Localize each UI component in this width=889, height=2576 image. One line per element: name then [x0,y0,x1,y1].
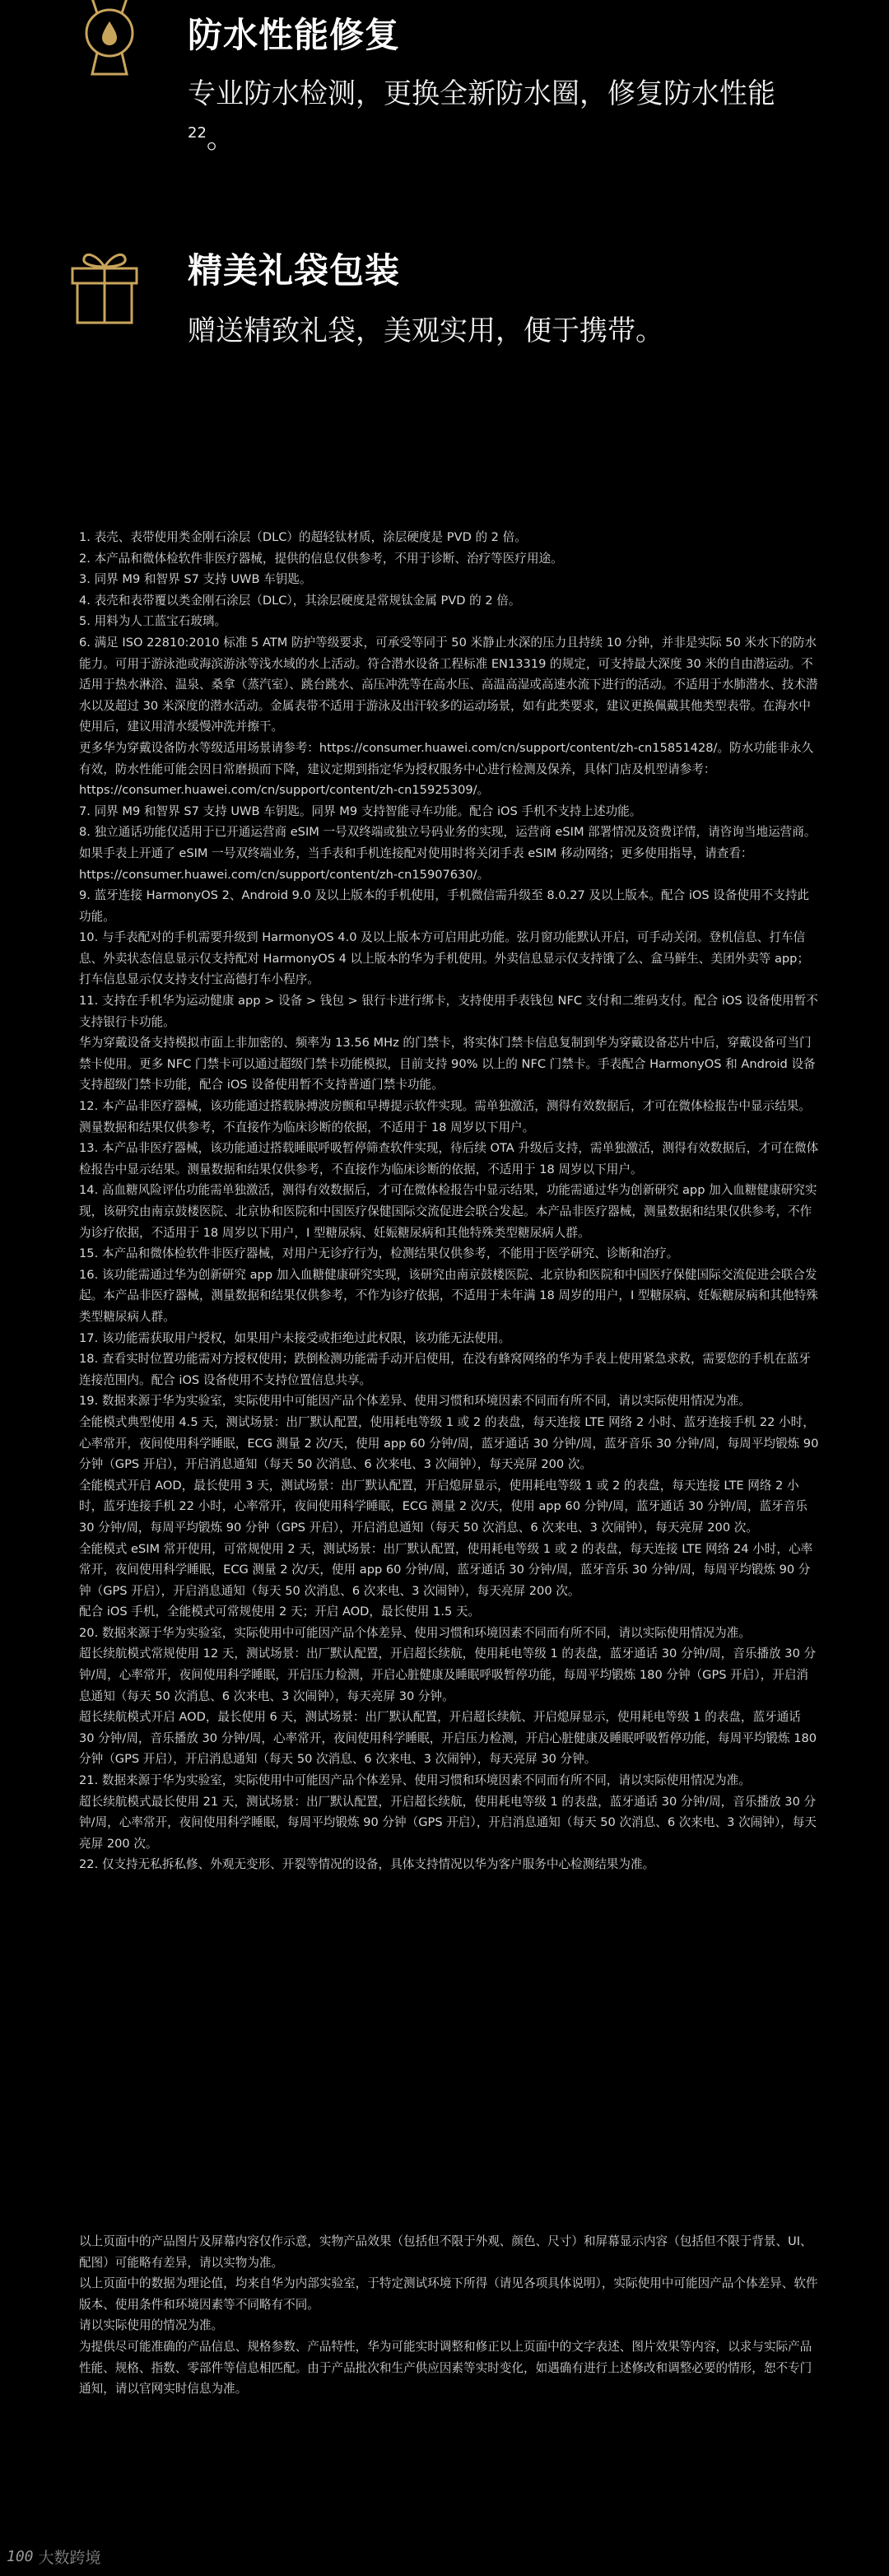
disclaimer-paragraph: 为提供尽可能准确的产品信息、规格参数、产品特性，华为可能实时调整和修正以上页面中的文字表述、图片效果等内容，以求与实际产品性能、规格、指数、零部件等信息相匹配。由于产品批次和生产供应因素等实时变化，如遇确有进行上述修改和调整必要的情形，恕不专门通知，请以官网实时信息为准。 [79,2339,812,2397]
gift-box-icon [67,239,142,333]
feature-description: 专业防水检测，更换全新防水圈，修复防水性能$^{22}$。 [188,77,775,156]
feature-waterproof [0,0,889,189]
watermark-brand: 大数跨境 [38,2548,101,2567]
disclaimer-paragraph: 请以实际使用的情况为准。 [79,2318,224,2333]
footnote-item: 12. 本产品非医疗器械，该功能通过搭载脉搏波房颤和早搏提示软件实现。需单独激活，测得有效数据后，才可在微体检报告中显示结果。测量数据和结果仅供参考，不直接作为临床诊断的依据，不适用于 18 周岁以下用户。 [79,1099,811,1134]
footnote-ref[interactable]: 22 [188,124,207,142]
footnote-item: 7. 同界 M9 和智界 S7 支持 UWB 车钥匙。同界 M9 支持智能寻车功能。配合 iOS 手机不支持上述功能。 [79,804,642,818]
footnote-item: 超长续航模式常规使用 12 天，测试场景：出厂默认配置，开启超长续航，使用耗电等级 1 的表盘，蓝牙通话 30 分钟/周，音乐播放 30 分钟/周，心率常开，夜间使用科学睡眠，开启压力检测，开启心脏健康及睡眠呼吸暂停功能，每周平均锻炼 180 分钟（GPS 开启），开启消息通知（每天 50 次消息、6 次来电、3 次闹钟），每天亮屏 30 分钟。 [79,1647,817,1703]
footnote-item: 18. 查看实时位置功能需对方授权使用；跌倒检测功能需手动开启使用，在没有蜂窝网络的华为手表上使用紧急求救，需要您的手机在蓝牙连接范围内。配合 iOS 设备使用不支持位置信息共享。 [79,1352,811,1387]
watch-water-drop-icon [64,0,155,86]
footnotes [79,527,820,1875]
footnote-item: 6. 满足 ISO 22810:2010 标准 5 ATM 防护等级要求，可承受等同于 50 米静止水深的压力且持续 10 分钟，并非是实际 50 米水下的防水能力。可用于游泳池或海滨游泳等浅水域的水上活动。符合潜水设备工程标准 EN13319 的规定，可支持最大深度 30 米的自由潜运动。不适用于热水淋浴、温泉、桑拿（蒸汽室）、跳台跳水、高压冲洗等在高水压、高温高湿或高速水流下进行的活动。不适用于水肺潜水、技术潜水以及超过 30 米深度的潜水活动。金属表带不适用于游泳及出汗较多的运动场景，如有此类要求，建议更换佩戴其他类型表带。在海水中使用后，建议用清水缓慢冲洗并擦干。 [79,635,818,734]
feature-title: 防水性能修复 [188,15,401,55]
feature-title: 精美礼袋包装 [188,250,401,291]
feature-description: 赠送精致礼袋，美观实用，便于携带。 [188,314,663,347]
footnote-item: 超长续航模式最长使用 21 天，测试场景：出厂默认配置，开启超长续航，使用耗电等级 1 的表盘，蓝牙通话 30 分钟/周，音乐播放 30 分钟/周，心率常开，夜间使用科学睡眠，每周平均锻炼 90 分钟（GPS 开启），开启消息通知（每天 50 次消息、6 次来电、3 次闹钟），每天亮屏 200 次。 [79,1794,817,1851]
footnote-item: 11. 支持在手机华为运动健康 app > 设备 > 钱包 > 银行卡进行绑卡，支持使用手表钱包 NFC 支付和二维码支付。配合 iOS 设备使用暂不支持银行卡功能。 [79,994,818,1029]
footnote-item: 全能模式典型使用 4.5 天，测试场景：出厂默认配置，使用耗电等级 1 或 2 的表盘，每天连接 LTE 网络 2 小时、蓝牙连接手机 22 小时，心率常开，夜间使用科学睡眠，ECG 测量 2 次/天，使用 app 60 分钟/周，蓝牙通话 30 分钟/周，蓝牙音乐 30 分钟/周，每周平均锻炼 90 分钟（GPS 开启），开启消息通知（每天 50 次消息、6 次来电、3 次闹钟），每天亮屏 200 次。 [79,1414,819,1472]
footnote-item: 19. 数据来源于华为实验室，实际使用中可能因产品个体差异、使用习惯和环境因素不同而有所不同，请以实际使用情况为准。 [79,1394,751,1409]
footnote-item: 华为穿戴设备支持模拟市面上非加密的、频率为 13.56 MHz 的门禁卡，将实体门禁卡信息复制到华为穿戴设备芯片中后，穿戴设备可当门禁卡使用。更多 NFC 门禁卡可以通过超级门禁卡功能模拟，目前支持 90% 以上的 NFC 门禁卡。手表配合 HarmonyOS 和 Android 设备支持超级门禁卡功能，配合 iOS 设备使用暂不支持普通门禁卡功能。 [79,1036,816,1092]
footnote-item: 配合 iOS 手机，全能模式可常规使用 2 天；开启 AOD，最长使用 1.5 天。 [79,1605,481,1619]
watermark [7,2541,101,2571]
footnote-item: 2. 本产品和微体检软件非医疗器械，提供的信息仅供参考，不用于诊断、治疗等医疗用途。 [79,551,563,566]
footnote-item: 4. 表壳和表带覆以类金刚石涂层（DLC），其涂层硬度是常规钛金属 PVD 的 2 倍。 [79,593,521,608]
footnote-item: 20. 数据来源于华为实验室，实际使用中可能因产品个体差异、使用习惯和环境因素不同而有所不同，请以实际使用情况为准。 [79,1625,751,1640]
footnote-item: 全能模式 eSIM 常开使用，可常规使用 2 天，测试场景：出厂默认配置，使用耗电等级 1 或 2 的表盘，每天连接 LTE 网络 24 小时，心率常开，夜间使用科学睡眠，ECG 测量 2 次/天，使用 app 60 分钟/周，蓝牙通话 30 分钟/周，蓝牙音乐 30 分钟/周，每周平均锻炼 90 分钟（GPS 开启），开启消息通知（每天 50 次消息、6 次来电、3 次闹钟），每天亮屏 200 次。 [79,1541,813,1598]
footnote-item: 21. 数据来源于华为实验室，实际使用中可能因产品个体差异、使用习惯和环境因素不同而有所不同，请以实际使用情况为准。 [79,1773,751,1788]
feature-gift-bag [0,222,889,387]
disclaimer [79,2231,820,2400]
footnote-item: 16. 该功能需通过华为创新研究 app 加入血糖健康研究实现，该研究由南京鼓楼医院、北京协和医院和中国医疗保健国际交流促进会联合发起。本产品非医疗器械，测量数据和结果仅供参考，不作为诊疗依据，不适用于未年满 18 周岁的用户，I 型糖尿病、妊娠糖尿病和其他特殊类型糖尿病人群。 [79,1267,818,1324]
footnote-item: 13. 本产品非医疗器械，该功能通过搭载睡眠呼吸暂停筛查软件实现，待后续 OTA 升级后支持，需单独激活，测得有效数据后，才可在微体检报告中显示结果。测量数据和结果仅供参考，不直接作为临床诊断的依据，不适用于 18 周岁以下用户。 [79,1141,819,1176]
footnote-item: 22. 仅支持无私拆私修、外观无变形、开裂等情况的设备，具体支持情况以华为客户服务中心检测结果为准。 [79,1857,655,1872]
footnote-item: 9. 蓝牙连接 HarmonyOS 2、Android 9.0 及以上版本的手机使用，手机微信需升级至 8.0.27 及以上版本。配合 iOS 设备使用不支持此功能。 [79,888,810,924]
footnote-item: 1. 表壳、表带使用类金刚石涂层（DLC）的超轻钛材质，涂层硬度是 PVD 的 2 倍。 [79,530,527,544]
watermark-logo: 100 [7,2547,34,2565]
footnote-item: 5. 用料为人工蓝宝石玻璃。 [79,614,227,629]
footnote-item: 14. 高血糖风险评估功能需单独激活，测得有效数据后，才可在微体检报告中显示结果，功能需通过华为创新研究 app 加入血糖健康研究实现，该研究由南京鼓楼医院、北京协和医院和中国医疗保健国际交流促进会联合发起。本产品非医疗器械，测量数据和结果仅供参考，不作为诊疗依据，不适用于 18 周岁以下用户，I 型糖尿病、妊娠糖尿病和其他特殊类型糖尿病人群。 [79,1183,817,1240]
disclaimer-paragraph: 以上页面中的数据为理论值，均来自华为内部实验室，于特定测试环境下所得（请见各项具体说明），实际使用中可能因产品个体差异、软件版本、使用条件和环境因素等不同略有不同。 [79,2276,818,2312]
disclaimer-paragraph: 以上页面中的产品图片及屏幕内容仅作示意，实物产品效果（包括但不限于外观、颜色、尺寸）和屏幕显示内容（包括但不限于背景、UI、配图）可能略有差异，请以实物为准。 [79,2234,812,2270]
footnote-item: 更多华为穿戴设备防水等级适用场景请参考：https://consumer.huawei.com/cn/support/content/zh-cn15851428/。防水功能非永久有效，防水性能可能会因日常磨损而下降，建议定期到指定华为授权服务中心进行检测及保养，具体门店及机型请参考：https://consumer.huawei.com/cn/support/content/zh-cn15925309/。 [79,740,814,798]
footnote-item: 3. 同界 M9 和智界 S7 支持 UWB 车钥匙。 [79,572,312,587]
footnote-item: 超长续航模式开启 AOD，最长使用 6 天，测试场景：出厂默认配置，开启超长续航、开启熄屏显示，使用耗电等级 1 的表盘，蓝牙通话 30 分钟/周，音乐播放 30 分钟/周，心率常开，夜间使用科学睡眠，开启压力检测，开启心脏健康及睡眠呼吸暂停功能，每周平均锻炼 180 分钟（GPS 开启），开启消息通知（每天 50 次消息、6 次来电、3 次闹钟），每天亮屏 30 分钟。 [79,1710,817,1767]
footnote-item: 15. 本产品和微体检软件非医疗器械，对用户无诊疗行为，检测结果仅供参考，不能用于医学研究、诊断和治疗。 [79,1246,679,1261]
footnote-item: 17. 该功能需获取用户授权，如果用户未接受或拒绝过此权限，该功能无法使用。 [79,1330,511,1345]
footnote-item: 10. 与手表配对的手机需要升级到 HarmonyOS 4.0 及以上版本方可启用此功能。弦月窗功能默认开启，可手动关闭。登机信息、打车信息、外卖状态信息显示仅支持配对 HarmonyOS 4 以上版本的华为手机使用。外卖信息显示仅支持饿了么、盒马鲜生、美团外卖等 app；打车信息显示仅支持支付宝高德打车小程序。 [79,930,810,987]
footnote-item: 全能模式开启 AOD，最长使用 3 天，测试场景：出厂默认配置，开启熄屏显示，使用耗电等级 1 或 2 的表盘，每天连接 LTE 网络 2 小时，蓝牙连接手机 22 小时，心率常开，夜间使用科学睡眠，ECG 测量 2 次/天，使用 app 60 分钟/周，蓝牙通话 30 分钟/周，蓝牙音乐 30 分钟/周，每周平均锻炼 90 分钟（GPS 开启），开启消息通知（每天 50 次消息、6 次来电、3 次闹钟），每天亮屏 200 次。 [79,1478,808,1535]
footnote-item: 8. 独立通话功能仅适用于已开通运营商 eSIM 一号双终端或独立号码业务的实现，运营商 eSIM 部署情况及资费详情，请咨询当地运营商。如果手表上开通了 eSIM 一号双终端业务，当手表和手机连接配对使用时将关闭手表 eSIM 移动网络；更多使用指导，请查看：https://consumer.huawei.com/cn/support/content/zh-cn15907630/。 [79,825,817,882]
